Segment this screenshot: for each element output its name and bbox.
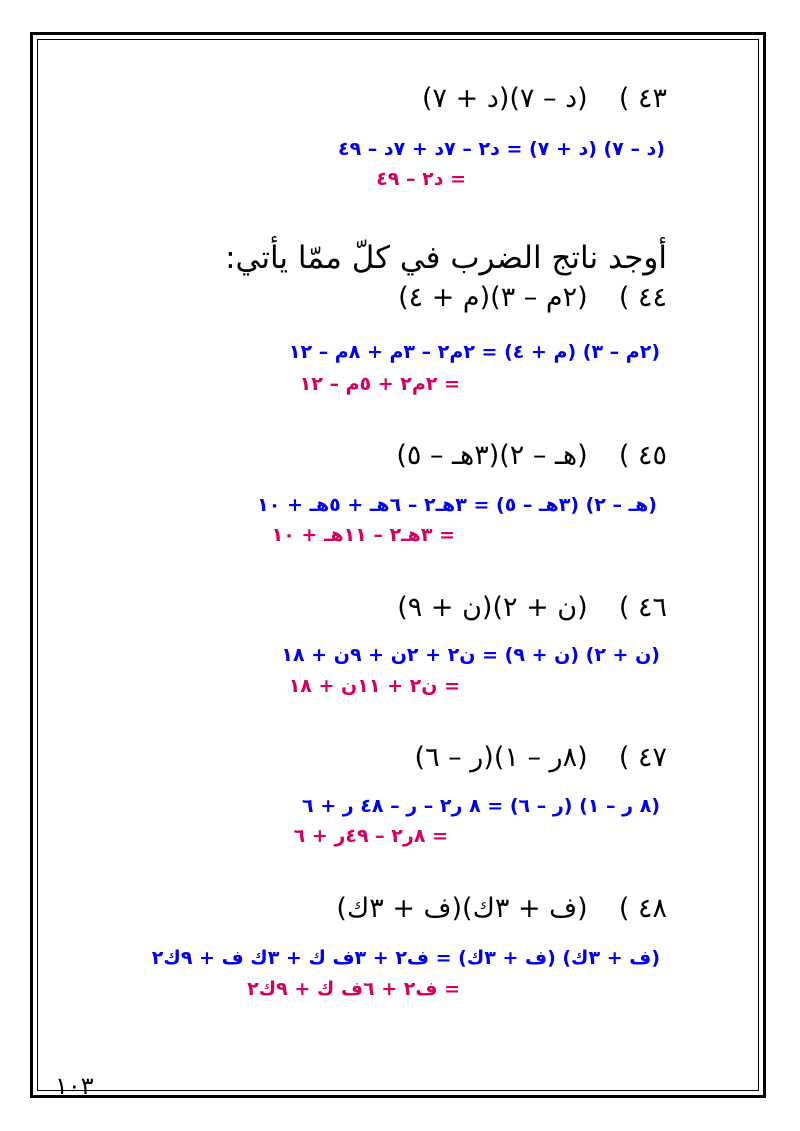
section-heading: أوجد ناتج الضرب في كلّ ممّا يأتي: <box>225 240 667 276</box>
problem-43-expression: (د – ٧)(د + ٧) <box>421 83 588 114</box>
problem-45-expression: (هـ – ٢)(٣هـ – ٥) <box>396 440 588 471</box>
problem-43-number: ٤٣ ) <box>618 83 667 114</box>
problem-43-result: = د٢ – ٤٩ <box>376 168 466 190</box>
problem-44-number: ٤٤ ) <box>618 282 667 313</box>
problem-48-result: = ف٢ + ٦ف ك + ٩ك٢ <box>247 978 460 1000</box>
problem-46 <box>397 592 667 623</box>
problem-48 <box>336 893 667 924</box>
problem-47-result: = ٨ر٢ – ٤٩ر + ٦ <box>293 825 448 847</box>
problem-45 <box>396 440 667 471</box>
problem-47-step-1: (٨ ر – ١) (ر – ٦) = ٨ ر٢ – ر – ٤٨ ر + ٦ <box>301 795 660 817</box>
problem-43-step-1: (د – ٧) (د + ٧) = د٢ – ٧د + ٧د – ٤٩ <box>337 138 665 160</box>
page-number: ١٠٣ <box>55 1072 94 1100</box>
problem-48-number: ٤٨ ) <box>618 893 667 924</box>
problem-45-result: = ٣هـ٢ – ١١هـ + ١٠ <box>271 524 455 546</box>
problem-44-result: = ٢م٢ + ٥م – ١٢ <box>299 373 460 395</box>
problem-44 <box>398 282 667 313</box>
problem-44-expression: (٢م – ٣)(م + ٤) <box>398 282 588 313</box>
problem-43 <box>422 83 667 114</box>
problem-46-number: ٤٦ ) <box>618 592 667 623</box>
problem-48-step-1: (ف + ٣ك) (ف + ٣ك) = ف٢ + ٣ف ك + ٣ك ف + ٩ك٢ <box>151 947 660 969</box>
problem-48-expression: (ف + ٣ك)(ف + ٣ك) <box>336 893 588 924</box>
problem-45-number: ٤٥ ) <box>618 440 667 471</box>
problem-46-expression: (ن + ٢)(ن + ٩) <box>397 592 588 623</box>
page-border-inner <box>37 39 759 1091</box>
problem-47-number: ٤٧ ) <box>618 742 667 773</box>
problem-45-step-1: (هـ – ٢) (٣هـ – ٥) = ٣هـ٢ – ٦هـ + ٥هـ + ١٠ <box>257 494 657 516</box>
problem-46-step-1: (ن + ٢) (ن + ٩) = ن٢ + ٢ن + ٩ن + ١٨ <box>281 644 660 666</box>
problem-46-result: = ن٢ + ١١ن + ١٨ <box>288 675 460 697</box>
problem-44-step-1: (٢م – ٣) (م + ٤) = ٢م٢ – ٣م + ٨م – ١٢ <box>288 341 660 363</box>
problem-47 <box>415 742 667 773</box>
problem-47-expression: (٨ر – ١)(ر – ٦) <box>414 742 588 773</box>
